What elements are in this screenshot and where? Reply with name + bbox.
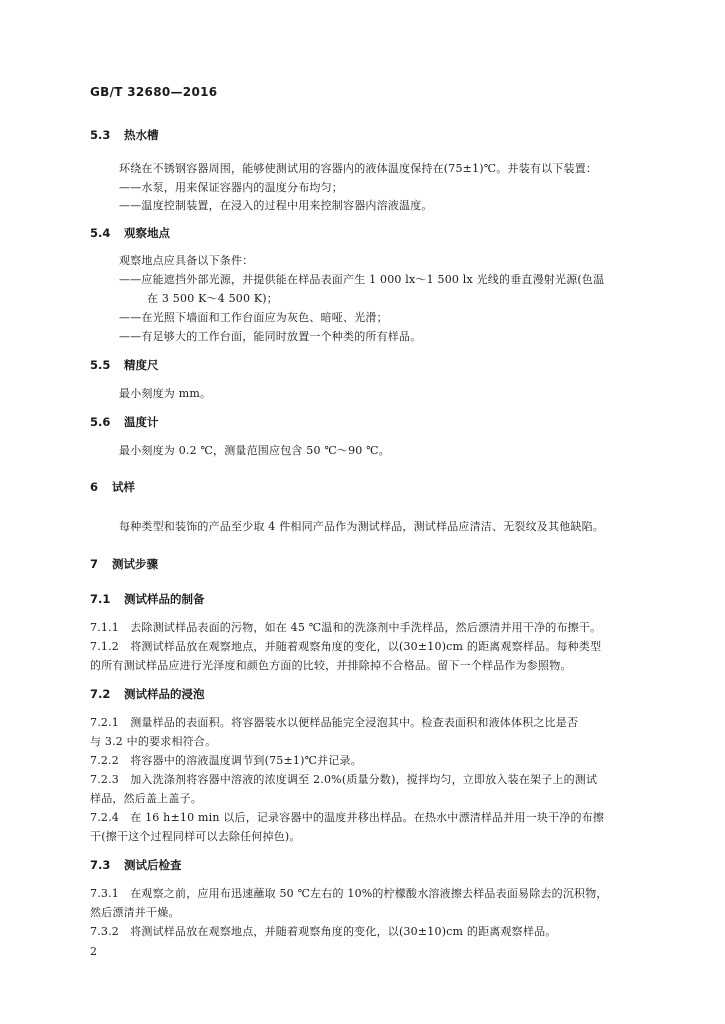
paragraph-line: 7.2.4 在 16 h±10 min 以后，记录容器中的温度并移出样品。在热水中漂清样品并用一块干净的布擦 — [90, 811, 605, 824]
paragraph-line: 观察地点应具备以下条件： — [119, 254, 254, 267]
section-heading-5-3 — [90, 127, 159, 143]
section-title: 热水槽 — [124, 128, 159, 142]
section-heading-5-4 — [90, 225, 170, 241]
paragraph-line: 每种类型和装饰的产品至少取 4 件相同产品作为测试样品，测试样品应清洁、无裂纹及其他缺陷。 — [119, 520, 604, 533]
paragraph-line: 的所有测试样品应进行光泽度和颜色方面的比较，并排除掉不合格品。留下一个样品作为参照物。 — [90, 659, 572, 672]
paragraph-line: 最小刻度为 0.2 ℃，测量范围应包含 50 ℃～90 ℃。 — [119, 444, 390, 457]
section-heading-7 — [90, 556, 158, 572]
paragraph-line: 7.3.1 在观察之前，应用布迅速蘸取 50 ℃左右的 10%的柠檬酸水溶液擦去样品表面易除去的沉积物， — [90, 887, 608, 900]
section-heading-6 — [90, 479, 135, 495]
list-item: ——有足够大的工作台面，能同时放置一个种类的所有样品。 — [119, 330, 422, 343]
standard-header: GB/T 32680—2016 — [90, 85, 218, 99]
section-title: 精度尺 — [124, 358, 159, 372]
list-item: ——在光照下墙面和工作台面应为灰色、暗哑、光滑； — [119, 311, 388, 324]
section-title: 测试步骤 — [112, 557, 158, 571]
paragraph-line: 然后漂清并干燥。 — [90, 906, 180, 919]
list-item: ——水泵，用来保证容器内的温度分布均匀； — [119, 181, 343, 194]
list-item: ——温度控制装置，在浸入的过程中用来控制容器内溶液温度。 — [119, 199, 433, 212]
section-number: 5.3 — [90, 128, 111, 142]
section-number: 7.1 — [90, 592, 111, 606]
page-number: 2 — [90, 945, 97, 958]
section-title: 观察地点 — [124, 226, 170, 240]
paragraph-line: 干(擦干这个过程同样可以去除任何掉色)。 — [90, 830, 301, 843]
section-title: 测试样品的浸泡 — [124, 687, 205, 701]
paragraph-line: 环绕在不锈钢容器周围，能够使测试用的容器内的液体温度保持在(75±1)℃。并装有以下装置： — [119, 162, 598, 175]
section-number: 7 — [90, 557, 99, 571]
section-heading-5-6 — [90, 414, 159, 430]
section-title: 温度计 — [124, 415, 159, 429]
section-number: 5.5 — [90, 358, 111, 372]
section-number: 6 — [90, 480, 99, 494]
paragraph-line: 7.1.2 将测试样品放在观察地点，并随着观察角度的变化，以(30±10)cm 的距离观察样品。每种类型 — [90, 640, 602, 653]
section-number: 7.3 — [90, 858, 111, 872]
paragraph-line: 7.1.1 去除测试样品表面的污物，如在 45 ℃温和的洗涤剂中手洗样品，然后漂清并用干净的布擦干。 — [90, 621, 602, 634]
paragraph-line: 7.2.1 测量样品的表面积。将容器装水以便样品能完全浸泡其中。检查表面积和液体体积之比是否 — [90, 716, 579, 729]
paragraph-line: 与 3.2 中的要求相符合。 — [90, 735, 217, 748]
section-heading-7-1 — [90, 591, 205, 607]
section-number: 7.2 — [90, 687, 111, 701]
section-title: 测试样品的制备 — [124, 592, 205, 606]
list-item-continuation: 在 3 500 K～4 500 K)； — [147, 292, 278, 305]
paragraph-line: 7.2.3 加入洗涤剂将容器中溶液的浓度调至 2.0%(质量分数)，搅拌均匀，立即放入装在架子上的测试 — [90, 773, 598, 786]
section-number: 5.4 — [90, 226, 111, 240]
section-title: 试样 — [112, 480, 135, 494]
paragraph-line: 7.3.2 将测试样品放在观察地点，并随着观察角度的变化，以(30±10)cm 的距离观察样品。 — [90, 925, 557, 938]
paragraph-line: 样品，然后盖上盖子。 — [90, 792, 202, 805]
section-heading-7-2 — [90, 686, 205, 702]
list-item: ——应能遮挡外部光源，并提供能在样品表面产生 1 000 lx～1 500 lx 光线的垂直漫射光源(色温 — [119, 273, 605, 286]
section-heading-5-5 — [90, 357, 159, 373]
section-heading-7-3 — [90, 857, 182, 873]
section-number: 5.6 — [90, 415, 111, 429]
paragraph-line: 7.2.2 将容器中的溶液温度调节到(75±1)℃并记录。 — [90, 754, 362, 767]
paragraph-line: 最小刻度为 mm。 — [119, 387, 212, 400]
section-title: 测试后检查 — [124, 858, 182, 872]
